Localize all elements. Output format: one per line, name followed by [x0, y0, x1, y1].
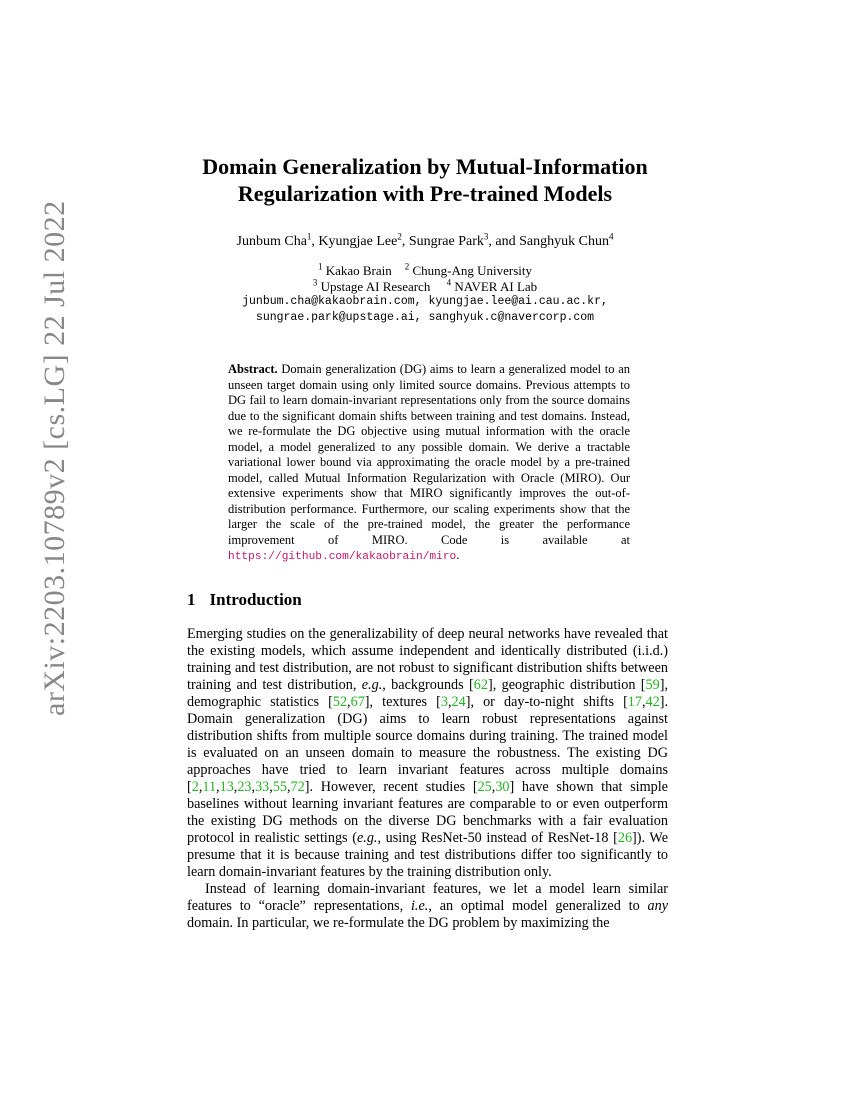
body-text: Emerging studies on the generalizability of deep neural networks have revealed that the existing models, which assume independent and identically distributed (i.i.d.) training and test distribution, are not robust to significant distribution shifts between training and test distribution,: [187, 626, 668, 693]
author-affil-mark: 2: [397, 231, 402, 242]
author-list: [150, 231, 700, 250]
emphasis-text: any: [647, 898, 669, 914]
citation-link[interactable]: 17: [627, 694, 642, 710]
body-text: ,: [251, 779, 256, 795]
citation-link[interactable]: 24: [451, 694, 466, 710]
citation-link[interactable]: 25: [477, 779, 492, 795]
author-affil-mark: 4: [608, 231, 614, 242]
body-text: ,: [447, 694, 452, 710]
body-text: ]. However, recent studies [: [304, 779, 478, 795]
author-name: Junbum Cha: [236, 234, 307, 249]
abstract-label: Abstract.: [228, 362, 278, 376]
body-text: ,: [198, 779, 203, 795]
body-text: ,: [347, 694, 351, 710]
abstract-text: Domain generalization (DG) aims to learn a generalized model to an unseen target domain using only limited source domains. Previous attempts to DG fail to learn domain-invariant representations only from the source domains due to the significant domain shifts between training and test domains. Instead, we re-formulate the DG objective using mutual information with the oracle model, a model generalized to any possible domain. We derive a tractable variational lower bound via approximating the oracle model by a pre-trained model, called Mutual Information Regularization with Oracle (MIRO). Our extensive experiments show that MIRO significantly improves the out-of-distribution performance. Furthermore, our scaling experiments show that the larger the scale of the pre-trained model, the greater the performance improvement of MIRO. Code is available at: [228, 362, 631, 547]
body-text: ] have shown that simple baselines without learning invariant features are comparable to or even outperform the existing DG methods on the diverse DG benchmarks with a fair evaluation protocol in realistic settings (: [187, 779, 668, 846]
body-text: ]. Domain generalization (DG) aims to learn robust representations against distribution shifts from multiple source domains during training. The trained model is evaluated on an unseen domain to measure the robustness. The existing DG approaches have tried to learn invariant features across multiple domains [: [187, 694, 668, 795]
intro-paragraph-1: [187, 626, 668, 881]
email-line-2: sungrae.park@upstage.ai, sanghyuk.c@navercorp.com: [255, 310, 595, 324]
body-text: ,: [216, 779, 220, 795]
citation-link[interactable]: 42: [645, 694, 660, 710]
body-text: Instead of learning domain-invariant features, we let a model learn similar features to “oracle” representations,: [187, 881, 668, 914]
section-title: Introduction: [209, 590, 302, 609]
body-text: ,: [491, 779, 496, 795]
body-text: , using ResNet-50 instead of ResNet-18 [: [377, 830, 618, 846]
body-text: ,: [286, 779, 291, 795]
author-affil-mark: 3: [483, 231, 489, 242]
citation-link[interactable]: 62: [473, 677, 488, 693]
citation-link[interactable]: 55: [272, 779, 287, 795]
citation-link[interactable]: 33: [255, 779, 270, 795]
arxiv-identifier: arXiv:2203.10789v2 [cs.LG] 22 Jul 2022: [38, 200, 71, 716]
body-text: ,: [641, 694, 646, 710]
emphasis-text: e.g.: [356, 830, 378, 846]
affil-mark: 1: [317, 261, 323, 272]
citation-link[interactable]: 23: [237, 779, 252, 795]
intro-paragraph-2: [187, 881, 668, 932]
section-number: 1: [187, 590, 196, 609]
citation-link[interactable]: 3: [440, 694, 448, 710]
body-text: , backgrounds [: [382, 677, 474, 693]
affiliations: [150, 263, 700, 325]
paper-title: [150, 153, 700, 207]
email-line-1: junbum.cha@kakaobrain.com, kyungjae.lee@ai.cau.ac.kr,: [242, 295, 608, 308]
code-link[interactable]: https://github.com/kakaobrain/miro: [228, 551, 457, 563]
introduction-body: [187, 626, 668, 932]
emphasis-text: i.e.: [410, 898, 429, 914]
citation-link[interactable]: 2: [191, 779, 199, 795]
body-text: ], geographic distribution [: [487, 677, 646, 693]
affiliation-line-1: [150, 263, 700, 279]
body-text: ], or day-to-night shifts [: [465, 694, 628, 710]
abstract: [228, 362, 630, 566]
affil-mark: 4: [446, 277, 452, 288]
author-name: Sanghyuk Chun: [519, 234, 609, 249]
author-name: Kyungjae Lee: [318, 234, 398, 249]
author-separator: , and: [488, 234, 520, 249]
author-separator: ,: [311, 234, 319, 249]
title-line-2: Regularization with Pre-trained Models: [237, 181, 613, 206]
affil-mark: 3: [312, 277, 318, 288]
citation-link[interactable]: 26: [617, 830, 633, 846]
citation-link[interactable]: 67: [350, 694, 365, 710]
title-line-1: Domain Generalization by Mutual-Information: [202, 154, 648, 179]
section-heading: [187, 590, 302, 610]
body-text: ,: [269, 779, 273, 795]
affiliation-naver: NAVER AI Lab: [454, 278, 538, 294]
citation-link[interactable]: 72: [290, 779, 305, 795]
body-text: , an optimal model generalized to: [428, 898, 648, 914]
affiliation-upstage: Upstage AI Research: [320, 278, 431, 294]
affiliation-kakao: Kakao Brain: [325, 263, 392, 278]
body-text: domain. In particular, we re-formulate the DG problem by maximizing the: [187, 915, 610, 931]
affiliation-line-2: [150, 279, 700, 295]
citation-link[interactable]: 59: [645, 677, 660, 693]
author-affil-mark: 1: [306, 231, 312, 242]
emphasis-text: e.g.: [361, 677, 383, 693]
body-text: ]). We presume that it is because training and test distributions differ too significantly to learn domain-invariant features by the training distribution only.: [187, 830, 668, 880]
affil-mark: 2: [404, 261, 410, 272]
author-separator: ,: [401, 234, 409, 249]
body-text: ,: [233, 779, 238, 795]
abstract-end: .: [456, 548, 460, 562]
body-text: ], demographic statistics [: [187, 677, 668, 710]
body-text: ], textures [: [364, 694, 441, 710]
citation-link[interactable]: 13: [219, 779, 234, 795]
citation-link[interactable]: 30: [495, 779, 510, 795]
citation-link[interactable]: 11: [202, 779, 217, 795]
citation-link[interactable]: 52: [332, 694, 348, 710]
author-name: Sungrae Park: [408, 234, 484, 249]
affiliation-cau: Chung-Ang University: [412, 263, 533, 278]
